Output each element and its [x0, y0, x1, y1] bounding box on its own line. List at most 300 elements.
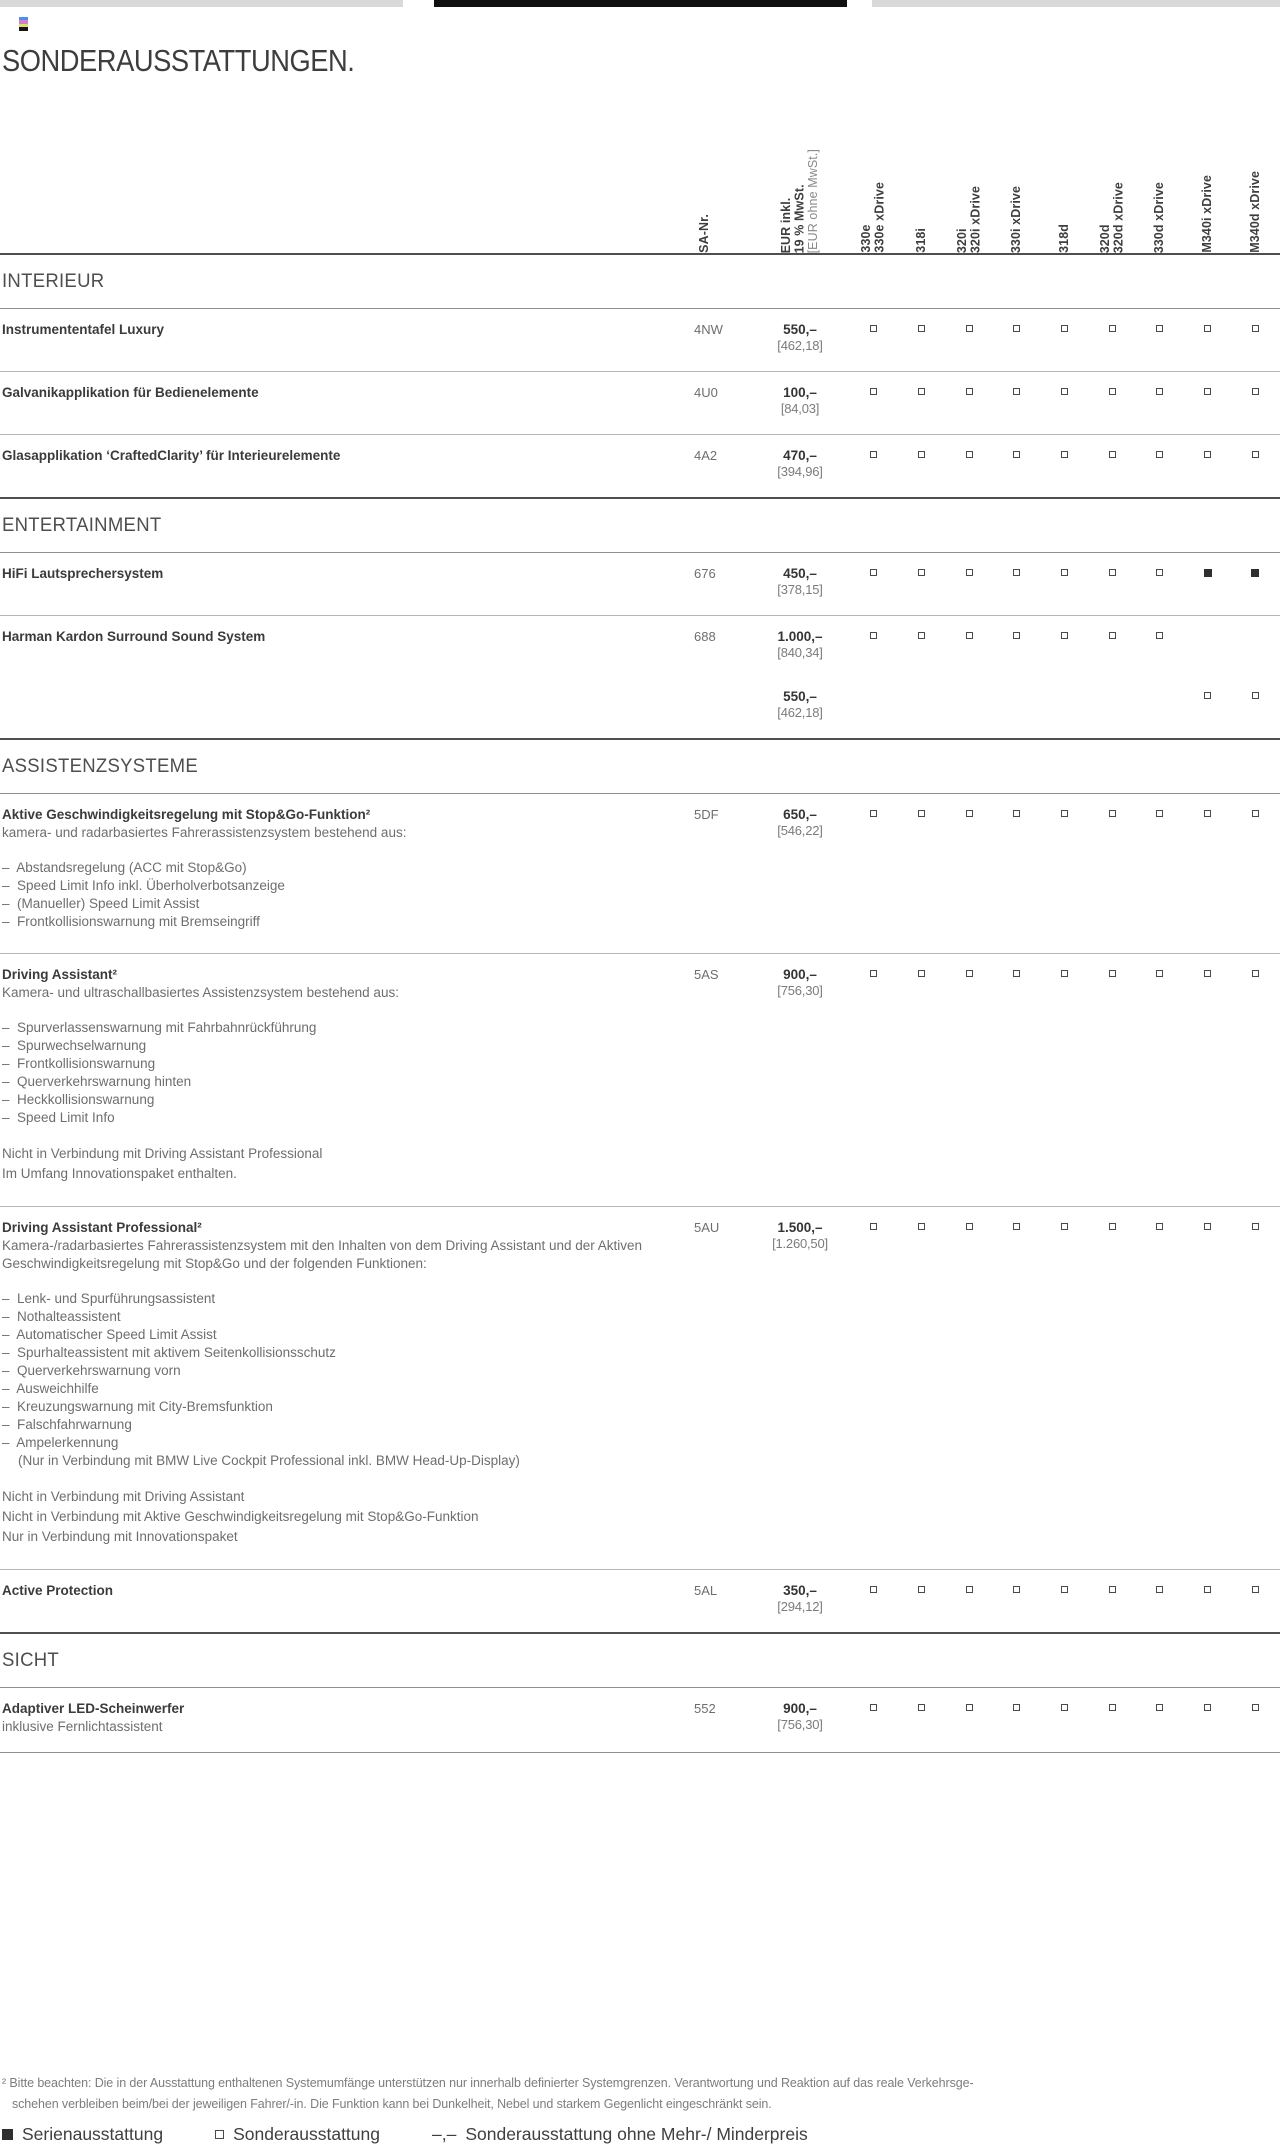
- availability-slot: [1184, 1219, 1232, 1253]
- option-checkbox-icon: [870, 1704, 877, 1711]
- availability-cell: [1041, 321, 1089, 355]
- availability-slot: [1184, 447, 1232, 481]
- availability-cell: [850, 1219, 898, 1547]
- availability-cell: [1184, 384, 1232, 418]
- availability-slot: [1136, 447, 1184, 481]
- option-checkbox-icon: [966, 1704, 973, 1711]
- availability-cell: [945, 966, 993, 1184]
- feature-item: – Frontkollisionswarnung: [2, 1055, 688, 1073]
- option-checkbox-icon: [918, 388, 925, 395]
- price-line: [750, 1700, 850, 1734]
- availability-cell: [945, 321, 993, 355]
- option-checkbox-icon: [1061, 970, 1068, 977]
- option-checkbox-icon: [1013, 325, 1020, 332]
- availability-cell: [850, 1700, 898, 1736]
- price-incl-vat: 450,–: [783, 566, 817, 581]
- availability-cell: [1136, 384, 1184, 418]
- availability-slot: [1136, 966, 1184, 1000]
- availability-slot: [945, 1219, 993, 1253]
- price-line: [750, 565, 850, 599]
- option-checkbox-icon: [1252, 1704, 1259, 1711]
- option-checkbox-icon: [1061, 388, 1068, 395]
- availability-slot: [993, 628, 1041, 662]
- option-checkbox-icon: [1013, 569, 1020, 576]
- feature-item: – Falschfahrwarnung: [2, 1416, 688, 1434]
- option-checkbox-icon: [1013, 632, 1020, 639]
- availability-cell: [1184, 628, 1232, 722]
- option-checkbox-icon: [1156, 1223, 1163, 1230]
- availability-cell: [898, 384, 946, 418]
- feature-item: – (Manueller) Speed Limit Assist: [2, 895, 688, 913]
- availability-slot: [1088, 384, 1136, 418]
- availability-cell: [993, 966, 1041, 1184]
- availability-slot: [1041, 966, 1089, 1000]
- model-column-header: [898, 81, 946, 253]
- option-checkbox-icon: [870, 970, 877, 977]
- availability-cell: [993, 628, 1041, 722]
- sa-number-column-header: SA-Nr.: [697, 214, 711, 253]
- availability-cell: [898, 565, 946, 599]
- option-checkbox-icon: [1204, 1704, 1211, 1711]
- option-title: Aktive Geschwindigkeitsregelung mit Stop&Go-Funktion²: [2, 807, 371, 822]
- price-excl-vat: [546,22]: [777, 823, 823, 838]
- availability-slot: [1184, 1582, 1232, 1616]
- availability-cell: [1088, 384, 1136, 418]
- option-row: [0, 372, 1280, 434]
- option-checkbox-icon: [870, 451, 877, 458]
- availability-slot: [1088, 966, 1136, 1000]
- option-checkbox-icon: [870, 810, 877, 817]
- option-title: Galvanikapplikation für Bedienelemente: [2, 385, 259, 400]
- option-title: Glasapplikation ‘CraftedClarity’ für Interieurelemente: [2, 448, 341, 463]
- availability-cell: [993, 384, 1041, 418]
- availability-slot: [898, 321, 946, 355]
- option-checkbox-icon: [870, 1223, 877, 1230]
- option-subtitle: kamera- und radarbasiertes Fahrerassistenzsystem bestehend aus:: [2, 825, 407, 840]
- option-checkbox-icon: [966, 810, 973, 817]
- availability-slot: [993, 1582, 1041, 1616]
- option-row: [0, 553, 1280, 615]
- availability-slot: [1088, 628, 1136, 662]
- option-row: [0, 1570, 1280, 1632]
- option-checkbox-icon: [1156, 810, 1163, 817]
- option-row: [0, 616, 1280, 738]
- option-checkbox-icon: [1109, 388, 1116, 395]
- model-column-label: 318i: [913, 228, 928, 253]
- price-line: [750, 384, 850, 418]
- print-bar-segment-center: [434, 0, 847, 7]
- price-excl-vat: [462,18]: [777, 705, 823, 720]
- model-column-label: 320d 320d xDrive: [1097, 181, 1126, 253]
- print-bar-segment-left: [0, 0, 403, 7]
- availability-slot: [898, 628, 946, 662]
- availability-slot: [898, 966, 946, 1000]
- availability-slot: [1184, 966, 1232, 1000]
- feature-item: – Querverkehrswarnung hinten: [2, 1073, 688, 1091]
- price-incl-vat: 1.000,–: [777, 629, 823, 644]
- color-registration-icon: [19, 17, 28, 31]
- availability-slot: [1136, 1582, 1184, 1616]
- feature-item: – Ausweichhilfe: [2, 1380, 688, 1398]
- availability-cell: [898, 321, 946, 355]
- availability-cell: [1184, 447, 1232, 481]
- print-crop-bar: [0, 0, 1280, 7]
- availability-slot: [945, 1582, 993, 1616]
- option-checkbox-icon: [1156, 632, 1163, 639]
- legend-label: Sonderausstattung: [233, 2124, 380, 2144]
- availability-cell: [993, 321, 1041, 355]
- feature-item: – Automatischer Speed Limit Assist: [2, 1326, 688, 1344]
- feature-item: – Abstandsregelung (ACC mit Stop&Go): [2, 859, 688, 877]
- availability-slot: [1041, 447, 1089, 481]
- price-line: [750, 806, 850, 840]
- availability-cell: [1136, 447, 1184, 481]
- availability-slot: [898, 565, 946, 599]
- availability-slot: [945, 628, 993, 662]
- restriction-note: Nur in Verbindung mit Innovationspaket: [2, 1529, 238, 1544]
- availability-cell: [1088, 321, 1136, 355]
- availability-slot: [1136, 806, 1184, 840]
- option-title: Instrumententafel Luxury: [2, 322, 165, 337]
- availability-slot: [850, 966, 898, 1000]
- price-excl-vat: [756,30]: [777, 1717, 823, 1732]
- section-heading: ENTERTAINMENT: [2, 514, 162, 536]
- availability-slot: [1232, 1700, 1280, 1734]
- availability-slot: [850, 628, 898, 662]
- option-checkbox-icon: [1252, 1586, 1259, 1593]
- price-excl-vat: [756,30]: [777, 983, 823, 998]
- availability-slot: [1041, 1582, 1089, 1616]
- option-checkbox-icon: [918, 325, 925, 332]
- availability-slot: [898, 688, 946, 722]
- availability-cell: [1184, 806, 1232, 931]
- option-checkbox-icon: [1252, 692, 1259, 699]
- legend-label: Sonderausstattung ohne Mehr-/ Minderpreis: [465, 2124, 808, 2144]
- option-checkbox-icon: [918, 970, 925, 977]
- option-checkbox-icon: [1061, 1586, 1068, 1593]
- model-column-label: M340i xDrive: [1199, 175, 1214, 253]
- sa-number: 676: [694, 566, 716, 581]
- availability-cell: [1184, 966, 1232, 1184]
- option-checkbox-icon: [966, 388, 973, 395]
- option-checkbox-icon: [918, 810, 925, 817]
- availability-slot: [1136, 565, 1184, 599]
- option-checkbox-icon: [1156, 1704, 1163, 1711]
- option-checkbox-icon: [1061, 325, 1068, 332]
- availability-cell: [993, 1582, 1041, 1616]
- sa-number: 688: [694, 629, 716, 644]
- availability-slot: [945, 447, 993, 481]
- feature-item: – Ampelerkennung: [2, 1434, 688, 1452]
- option-checkbox-icon: [1061, 632, 1068, 639]
- model-column-header: [1041, 81, 1089, 253]
- feature-item: – Heckkollisionswarnung: [2, 1091, 688, 1109]
- price-excl-vat: [840,34]: [777, 645, 823, 660]
- availability-slot: [1232, 806, 1280, 840]
- price-incl-vat: 900,–: [783, 967, 817, 982]
- option-checkbox-icon: [870, 632, 877, 639]
- feature-item: – Nothalteassistent: [2, 1308, 688, 1326]
- availability-slot: [1088, 806, 1136, 840]
- availability-slot: [1232, 688, 1280, 722]
- print-bar-segment-right: [872, 0, 1280, 7]
- option-checkbox-icon: [1109, 1586, 1116, 1593]
- option-checkbox-icon: [918, 451, 925, 458]
- feature-item: – Kreuzungswarnung mit City-Bremsfunktion: [2, 1398, 688, 1416]
- option-subtitle: inklusive Fernlichtassistent: [2, 1719, 163, 1734]
- availability-cell: [1088, 966, 1136, 1184]
- availability-slot: [1232, 565, 1280, 599]
- availability-cell: [1136, 628, 1184, 722]
- option-title: Driving Assistant Professional²: [2, 1220, 202, 1235]
- availability-slot: [1136, 628, 1184, 662]
- option-description: [0, 966, 688, 1184]
- price-line: [750, 688, 850, 722]
- section-heading: SICHT: [2, 1649, 59, 1671]
- availability-cell: [898, 628, 946, 722]
- availability-cell: [1136, 966, 1184, 1184]
- option-checkbox-icon: [918, 1704, 925, 1711]
- options-table: [0, 253, 1280, 1753]
- availability-slot: [1184, 628, 1232, 662]
- availability-cell: [1088, 565, 1136, 599]
- availability-cell: [850, 447, 898, 481]
- option-checkbox-icon: [870, 388, 877, 395]
- option-checkbox-icon: [966, 970, 973, 977]
- availability-cell: [1232, 565, 1280, 599]
- option-checkbox-icon: [870, 1586, 877, 1593]
- availability-slot: [993, 447, 1041, 481]
- availability-slot: [1136, 384, 1184, 418]
- availability-cell: [1232, 1700, 1280, 1736]
- availability-slot: [1041, 384, 1089, 418]
- option-checkbox-icon: [1252, 451, 1259, 458]
- availability-slot: [1041, 321, 1089, 355]
- price-line: [750, 966, 850, 1000]
- option-description: [0, 806, 688, 931]
- option-checkbox-icon: [1156, 569, 1163, 576]
- availability-slot: [993, 966, 1041, 1000]
- page-footer: [0, 2073, 1280, 2148]
- availability-cell: [1184, 1700, 1232, 1736]
- price-cell: [750, 628, 850, 722]
- availability-slot: [1088, 1219, 1136, 1253]
- price-incl-vat: 550,–: [783, 689, 817, 704]
- availability-cell: [898, 447, 946, 481]
- page-title: SONDERAUSSTATTUNGEN.: [2, 43, 355, 78]
- availability-slot: [945, 966, 993, 1000]
- availability-cell: [1136, 806, 1184, 931]
- feature-item: – Spurhalteassistent mit aktivem Seitenkollisionsschutz: [2, 1344, 688, 1362]
- option-title: Driving Assistant²: [2, 967, 118, 982]
- price-excl-vat: [1.260,50]: [772, 1236, 828, 1251]
- standard-equipment-icon: [2, 2129, 13, 2140]
- availability-slot: [898, 1700, 946, 1734]
- price-cell: [750, 966, 850, 1184]
- footnote-line-1: ² Bitte beachten: Die in der Ausstattung enthaltenen Systemumfänge unterstützen nur innerhalb definierter Systemgrenzen. Verantwortung und Reaktion auf das reale Verkehrsge-: [2, 2076, 974, 2090]
- standard-equipment-icon: [1251, 569, 1259, 577]
- availability-cell: [945, 1700, 993, 1736]
- availability-slot: [1136, 321, 1184, 355]
- model-column-label: 320i 320i xDrive: [954, 185, 983, 253]
- price-line: [750, 1582, 850, 1616]
- availability-slot: [1232, 1582, 1280, 1616]
- price-line: [750, 1219, 850, 1253]
- model-column-label: 330e 330e xDrive: [859, 182, 887, 253]
- model-column-label: 330i xDrive: [1009, 185, 1024, 253]
- option-checkbox-icon: [1204, 388, 1211, 395]
- option-title: Harman Kardon Surround Sound System: [2, 629, 266, 644]
- option-description: [0, 1219, 688, 1547]
- availability-slot: [1088, 447, 1136, 481]
- availability-cell: [1184, 321, 1232, 355]
- model-column-header: [1184, 81, 1232, 253]
- sa-number: 5DF: [694, 807, 719, 822]
- sa-number: 5AL: [694, 1583, 718, 1598]
- availability-slot: [1088, 1700, 1136, 1734]
- option-checkbox-icon: [870, 325, 877, 332]
- availability-cell: [1041, 565, 1089, 599]
- option-checkbox-icon: [1109, 1223, 1116, 1230]
- description-column-header: [0, 81, 688, 253]
- restriction-note: Nicht in Verbindung mit Driving Assistant: [2, 1489, 245, 1504]
- price-cell: [750, 1582, 850, 1616]
- availability-cell: [945, 447, 993, 481]
- option-checkbox-icon: [1061, 569, 1068, 576]
- feature-list: [2, 859, 688, 931]
- restriction-notes: [2, 1144, 688, 1184]
- price-incl-vat: 650,–: [783, 807, 817, 822]
- price-cell: [750, 806, 850, 931]
- option-checkbox-icon: [1204, 810, 1211, 817]
- table-bottom-divider: [0, 1752, 1280, 1753]
- option-checkbox-icon: [1156, 451, 1163, 458]
- price-cell: [750, 1219, 850, 1547]
- option-checkbox-icon: [1109, 1704, 1116, 1711]
- legend: [2, 2124, 1280, 2145]
- option-checkbox-icon: [1204, 1223, 1211, 1230]
- availability-slot: [1136, 688, 1184, 722]
- availability-cell: [1088, 628, 1136, 722]
- option-checkbox-icon: [1156, 970, 1163, 977]
- sa-number: 5AS: [694, 967, 719, 982]
- availability-slot: [898, 1219, 946, 1253]
- availability-slot: [993, 1700, 1041, 1734]
- availability-slot: [1041, 806, 1089, 840]
- availability-cell: [1088, 806, 1136, 931]
- feature-item: – Querverkehrswarnung vorn: [2, 1362, 688, 1380]
- availability-cell: [945, 806, 993, 931]
- option-checkbox-icon: [966, 632, 973, 639]
- footnote-line-2: schehen verbleiben beim/bei der jeweiligen Fahrer/-in. Die Funktion kann bei Dunkelheit, Nebel und starkem Gegenlicht eingeschränkt sein.: [12, 2097, 772, 2111]
- option-row: [0, 1688, 1280, 1752]
- option-checkbox-icon: [1156, 1586, 1163, 1593]
- availability-slot: [1232, 1219, 1280, 1253]
- legend-item: [432, 2124, 808, 2145]
- option-description: [0, 1700, 688, 1736]
- availability-cell: [850, 966, 898, 1184]
- availability-slot: [1232, 321, 1280, 355]
- option-checkbox-icon: [1061, 810, 1068, 817]
- sa-number: 552: [694, 1701, 716, 1716]
- availability-slot: [945, 1700, 993, 1734]
- availability-cell: [1232, 966, 1280, 1184]
- availability-slot: [993, 688, 1041, 722]
- option-description: [0, 447, 688, 481]
- availability-slot: [1041, 1219, 1089, 1253]
- option-checkbox-icon: [1013, 1223, 1020, 1230]
- no-extra-charge-symbol: –,–: [432, 2124, 457, 2144]
- option-title: Active Protection: [2, 1583, 114, 1598]
- model-column-label: 318d: [1056, 224, 1071, 253]
- price-incl-vat: 350,–: [783, 1583, 817, 1598]
- option-checkbox-icon: [1204, 451, 1211, 458]
- availability-cell: [1041, 628, 1089, 722]
- availability-slot: [1232, 966, 1280, 1000]
- sa-number: 4U0: [694, 385, 718, 400]
- section-heading: ASSISTENZSYSTEME: [2, 755, 199, 777]
- availability-slot: [850, 1219, 898, 1253]
- availability-cell: [1232, 806, 1280, 931]
- availability-slot: [1184, 806, 1232, 840]
- option-checkbox-icon: [1252, 810, 1259, 817]
- availability-slot: [1088, 1582, 1136, 1616]
- feature-item: – Spurverlassenswarnung mit Fahrbahnrückführung: [2, 1019, 688, 1037]
- availability-slot: [945, 565, 993, 599]
- option-checkbox-icon: [1013, 1704, 1020, 1711]
- model-column-label: M340d xDrive: [1247, 171, 1262, 253]
- availability-cell: [1184, 1582, 1232, 1616]
- option-checkbox-icon: [1109, 451, 1116, 458]
- price-incl-vat: 1.500,–: [777, 1220, 823, 1235]
- model-column-header: [1088, 81, 1136, 253]
- availability-cell: [993, 1700, 1041, 1736]
- price-excl-vat: [294,12]: [777, 1599, 823, 1614]
- availability-cell: [945, 384, 993, 418]
- availability-slot: [1088, 688, 1136, 722]
- feature-list: [2, 1019, 688, 1127]
- availability-slot: [850, 321, 898, 355]
- availability-cell: [1041, 966, 1089, 1184]
- option-description: [0, 384, 688, 418]
- price-line: [750, 321, 850, 355]
- availability-cell: [1041, 384, 1089, 418]
- option-checkbox-icon: [1204, 692, 1211, 699]
- option-checkbox-icon: [1061, 451, 1068, 458]
- option-description: [0, 321, 688, 355]
- availability-cell: [898, 1700, 946, 1736]
- availability-cell: [1041, 806, 1089, 931]
- price-excl-vat: [394,96]: [777, 464, 823, 479]
- option-row: [0, 309, 1280, 371]
- availability-cell: [1232, 628, 1280, 722]
- feature-item: (Nur in Verbindung mit BMW Live Cockpit Professional inkl. BMW Head-Up-Display): [18, 1453, 520, 1468]
- availability-cell: [945, 628, 993, 722]
- availability-slot: [850, 384, 898, 418]
- price-line: [750, 628, 850, 662]
- availability-cell: [850, 1582, 898, 1616]
- sa-number: 4NW: [694, 322, 723, 337]
- availability-cell: [850, 321, 898, 355]
- availability-cell: [1136, 1219, 1184, 1547]
- legend-item: [2, 2124, 163, 2145]
- availability-slot: [1232, 447, 1280, 481]
- availability-cell: [1136, 1582, 1184, 1616]
- availability-cell: [1184, 565, 1232, 599]
- price-incl-vat: 550,–: [783, 322, 817, 337]
- availability-cell: [1136, 1700, 1184, 1736]
- model-column-header: [850, 81, 898, 253]
